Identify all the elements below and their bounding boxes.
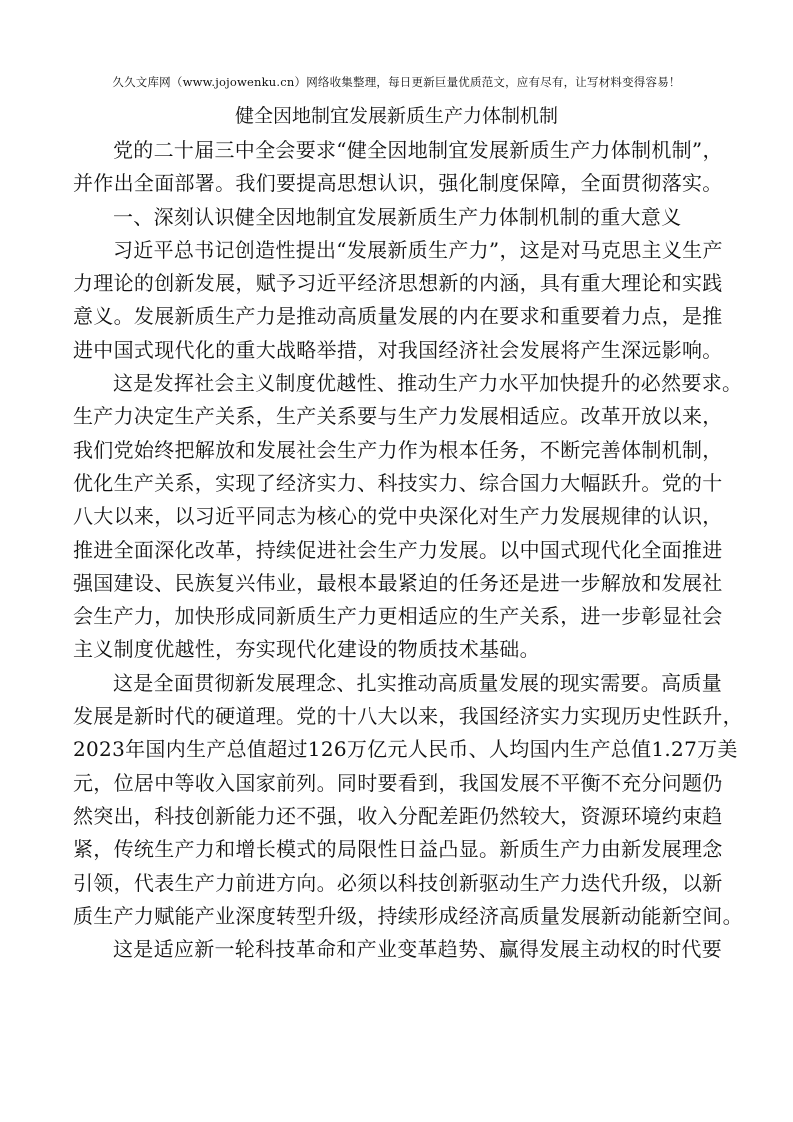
text-line: 强国建设、民族复兴伟业，最根本最紧迫的任务还是进一步解放和发展社 <box>73 570 723 595</box>
text-line: 这是适应新一轮科技革命和产业变革趋势、赢得发展主动权的时代要 <box>113 937 722 962</box>
text-line: 八大以来，以习近平同志为核心的党中央深化对生产力发展规律的认识， <box>73 504 723 529</box>
text-line: 2023年国内生产总值超过126万亿元人民币、人均国内生产总值1.27万美 <box>73 737 738 762</box>
text-line: 引领，代表生产力前进方向。必须以科技创新驱动生产力迭代升级，以新 <box>73 870 723 895</box>
text-line: 质生产力赋能产业深度转型升级，持续形成经济高质量发展新动能新空间。 <box>73 903 743 928</box>
text-line: 习近平总书记创造性提出“发展新质生产力”，这是对马克思主义生产 <box>113 237 723 262</box>
text-line: 并作出全面部署。我们要提高思想认识，强化制度保障，全面贯彻落实。 <box>73 171 723 196</box>
body-text <box>73 134 743 966</box>
text-line: 这是全面贯彻新发展理念、扎实推动高质量发展的现实需要。高质量 <box>113 670 722 695</box>
text-line: 力理论的创新发展，赋予习近平经济思想新的内涵，具有重大理论和实践 <box>73 271 723 296</box>
text-line: 优化生产关系，实现了经济实力、科技实力、综合国力大幅跃升。党的十 <box>73 470 723 495</box>
text-line: 我们党始终把解放和发展社会生产力作为根本任务，不断完善体制机制， <box>73 437 723 462</box>
document-title: 健全因地制宜发展新质生产力体制机制 <box>234 105 558 127</box>
text-line: 发展是新时代的硬道理。党的十八大以来，我国经济实力实现历史性跃升， <box>73 704 743 729</box>
text-line: 生产力决定生产关系，生产关系要与生产力发展相适应。改革开放以来， <box>73 404 723 429</box>
header-note: 久久文库网（www.jojowenku.cn）网络收集整理，每日更新巨量优质范文，应有尽有，让写材料变得容易！ <box>112 75 681 89</box>
text-line: 党的二十届三中全会要求“健全因地制宜发展新质生产力体制机制”， <box>113 138 723 162</box>
text-line: 然突出，科技创新能力还不强，收入分配差距仍然较大，资源环境约束趋 <box>73 803 723 828</box>
section-heading: 一、深刻认识健全因地制宜发展新质生产力体制机制的重大意义 <box>113 204 682 229</box>
text-line: 紧，传统生产力和增长模式的局限性日益凸显。新质生产力由新发展理念 <box>73 837 723 862</box>
text-line: 会生产力，加快形成同新质生产力更相适应的生产关系，进一步彰显社会 <box>73 604 723 629</box>
text-line: 元，位居中等收入国家前列。同时要看到，我国发展不平衡不充分问题仍 <box>73 770 723 795</box>
text-line: 推进全面深化改革，持续促进社会生产力发展。以中国式现代化全面推进 <box>73 537 723 562</box>
text-line: 这是发挥社会主义制度优越性、推动生产力水平加快提升的必然要求。 <box>113 371 743 396</box>
text-line: 主义制度优越性，夯实现代化建设的物质技术基础。 <box>73 637 540 662</box>
text-line: 进中国式现代化的重大战略举措，对我国经济社会发展将产生深远影响。 <box>73 337 723 362</box>
text-line: 意义。发展新质生产力是推动高质量发展的内在要求和重要着力点，是推 <box>73 304 723 329</box>
